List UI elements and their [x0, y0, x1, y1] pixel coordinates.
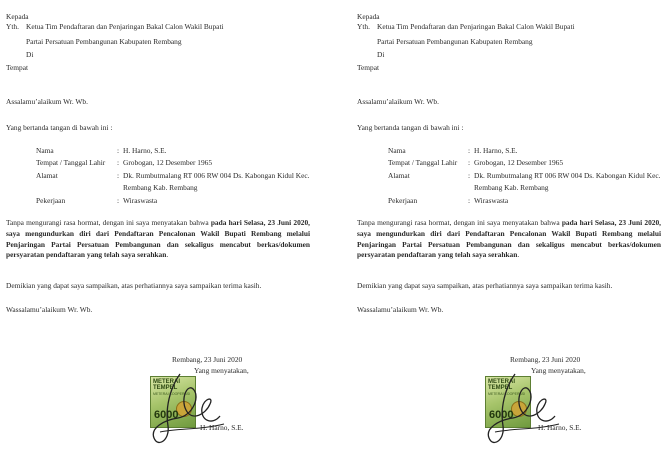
field-value-ttl: Grobogan, 12 Desember 1965	[123, 158, 213, 167]
field-value-nama: H. Harno, S.E.	[123, 146, 167, 155]
field-label-ttl: Tempat / Tanggal Lahir	[36, 158, 106, 167]
undersigned-intro: Yang bertanda tangan di bawah ini :	[6, 123, 113, 132]
tempat-label: Tempat	[357, 63, 380, 72]
letter-body-paragraph: Tanpa mengurangi rasa hormat, dengan ini saya menyatakan bahwa pada hari Selasa, 23 Juni 2020, saya mengundurkan diri dari Pendaftaran Pencalonan Wakil Bupati Rembang melalui Penjaringan Partai Persatuan Pembangunan dan sekaligus mencabut berkas/dokumen persyaratan pendaftaran yang telah saya serahkan.	[6, 218, 311, 260]
place-date: Rembang, 23 Juni 2020	[172, 355, 243, 364]
closing-thanks: Demikian yang dapat saya sampaikan, atas perhatiannya saya sampaikan terima kasih.	[6, 281, 262, 290]
field-label-alamat: Alamat	[388, 171, 410, 180]
field-value-ttl: Grobogan, 12 Desember 1965	[474, 158, 564, 167]
revenue-stamp: METERAI TEMPEL METERAI KOOPERASI 6000	[150, 376, 196, 428]
field-colon: :	[468, 158, 471, 167]
opening-greeting: Assalamu’alaikum Wr. Wb.	[6, 97, 88, 106]
letter-body-bold: pada hari Selasa, 23 Juni 2020, saya mengundurkan diri dari Pendaftaran Pencalonan Wakil Bupati Rembang melalui Penjaringan Partai Persatuan Pembangunan dan sekaligus mencabut berkas/dokumen persyaratan pendaftaran yang telah saya serahkan	[6, 218, 311, 260]
place-date: Rembang, 23 Juni 2020	[510, 355, 581, 364]
field-value-pekerjaan: Wiraswasta	[474, 196, 509, 205]
kepada-label: Kepada	[6, 12, 29, 21]
closing-greeting: Wassalamu’alaikum Wr. Wb.	[357, 305, 444, 314]
signature-icon	[475, 368, 565, 450]
field-label-nama: Nama	[36, 146, 54, 155]
di-label: Di	[377, 50, 385, 59]
declarant-label: Yang menyatakan,	[194, 366, 249, 375]
field-colon: :	[117, 171, 120, 180]
field-value-pekerjaan: Wiraswasta	[123, 196, 158, 205]
revenue-stamp: METERAI TEMPEL METERAI KOOPERASI 6000	[485, 376, 531, 428]
yth-prefix: Yth.	[357, 22, 370, 31]
signer-name: H. Harno, S.E.	[200, 423, 244, 432]
signer-name: H. Harno, S.E.	[538, 423, 582, 432]
signature-icon	[140, 368, 230, 450]
field-value-alamat-2: Rembang Kab. Rembang	[474, 183, 549, 192]
field-label-ttl: Tempat / Tanggal Lahir	[388, 158, 458, 167]
field-value-alamat: Dk. Rumbutmalang RT 006 RW 004 Ds. Kabongan Kidul Kec.	[474, 171, 661, 180]
field-value-alamat: Dk. Rumbutmalang RT 006 RW 004 Ds. Kabongan Kidul Kec.	[123, 171, 310, 180]
letter-body-bold: pada hari Selasa, 23 Juni 2020, saya mengundurkan diri dari Pendaftaran Pencalonan Wakil Bupati Rembang melalui Penjaringan Partai Persatuan Pembangunan dan sekaligus mencabut berkas/dokumen persyaratan pendaftaran yang telah saya serahkan	[357, 218, 662, 260]
recipient-line-2: Partai Persatuan Pembangunan Kabupaten Rembang	[26, 37, 182, 46]
field-value-alamat-2: Rembang Kab. Rembang	[123, 183, 198, 192]
field-value-nama: H. Harno, S.E.	[474, 146, 518, 155]
recipient-line-1: Ketua Tim Pendaftaran dan Penjaringan Bakal Calon Wakil Bupati	[377, 22, 575, 31]
field-colon: :	[468, 171, 471, 180]
yth-prefix: Yth.	[6, 22, 19, 31]
field-colon: :	[117, 158, 120, 167]
letter-page-right	[335, 0, 670, 450]
opening-greeting: Assalamu’alaikum Wr. Wb.	[357, 97, 439, 106]
kepada-label: Kepada	[357, 12, 380, 21]
undersigned-intro: Yang bertanda tangan di bawah ini :	[357, 123, 464, 132]
field-colon: :	[468, 196, 471, 205]
declarant-label: Yang menyatakan,	[531, 366, 586, 375]
field-label-nama: Nama	[388, 146, 406, 155]
field-label-pekerjaan: Pekerjaan	[388, 196, 418, 205]
recipient-line-2: Partai Persatuan Pembangunan Kabupaten Rembang	[377, 37, 533, 46]
field-colon: :	[117, 196, 120, 205]
field-colon: :	[117, 146, 120, 155]
letter-body-paragraph: Tanpa mengurangi rasa hormat, dengan ini saya menyatakan bahwa pada hari Selasa, 23 Juni 2020, saya mengundurkan diri dari Pendaftaran Pencalonan Wakil Bupati Rembang melalui Penjaringan Partai Persatuan Pembangunan dan sekaligus mencabut berkas/dokumen persyaratan pendaftaran yang telah saya serahkan.	[357, 218, 662, 260]
closing-greeting: Wassalamu’alaikum Wr. Wb.	[6, 305, 93, 314]
tempat-label: Tempat	[6, 63, 29, 72]
field-label-pekerjaan: Pekerjaan	[36, 196, 66, 205]
field-colon: :	[468, 146, 471, 155]
field-label-alamat: Alamat	[36, 171, 58, 180]
recipient-line-1: Ketua Tim Pendaftaran dan Penjaringan Bakal Calon Wakil Bupati	[26, 22, 224, 31]
di-label: Di	[26, 50, 34, 59]
closing-thanks: Demikian yang dapat saya sampaikan, atas perhatiannya saya sampaikan terima kasih.	[357, 281, 613, 290]
